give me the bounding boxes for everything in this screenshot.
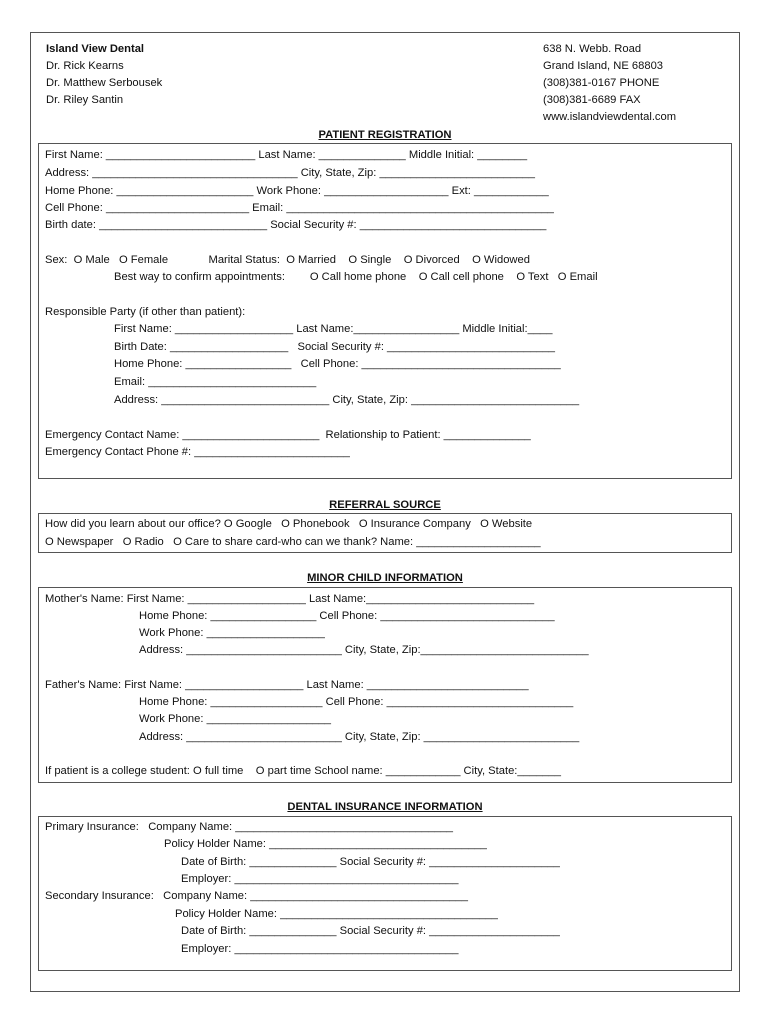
college-student-field[interactable]: If patient is a college student: O full time O part time School name: ____________ City, State:_______ xyxy=(45,765,561,777)
referral-heading: REFERRAL SOURCE xyxy=(329,499,441,511)
emergency-contact-field[interactable]: Emergency Contact Name: ______________________ Relationship to Patient: ______________ xyxy=(45,429,531,441)
practice-street: 638 N. Webb. Road xyxy=(543,43,642,55)
emergency-phone-field[interactable]: Emergency Contact Phone #: _________________________ xyxy=(45,446,350,458)
doctor-1: Dr. Rick Kearns xyxy=(46,60,124,72)
responsible-email-field[interactable]: Email: ___________________________ xyxy=(114,376,317,388)
father-phone-field[interactable]: Home Phone: __________________ Cell Phone: ______________________________ xyxy=(139,696,574,708)
patient-sex-marital-options[interactable]: Sex: O Male O Female Marital Status: O Married O Single O Divorced O Widowed xyxy=(45,254,530,266)
father-work-phone-field[interactable]: Work Phone: ____________________ xyxy=(139,713,332,725)
practice-phone: (308)381-0167 PHONE xyxy=(543,77,660,89)
father-name-field[interactable]: Father's Name: First Name: ___________________ Last Name: __________________________ xyxy=(45,679,529,691)
secondary-employer-field[interactable]: Employer: ____________________________________ xyxy=(181,943,459,955)
responsible-phone-field[interactable]: Home Phone: _________________ Cell Phone: ________________________________ xyxy=(114,358,561,370)
patient-cell-email-field[interactable]: Cell Phone: _______________________ Email: ___________________________________________ xyxy=(45,202,554,214)
mother-name-field[interactable]: Mother's Name: First Name: ___________________ Last Name:___________________________ xyxy=(45,593,535,605)
patient-address-field[interactable]: Address: _________________________________ City, State, Zip: _________________________ xyxy=(45,167,535,179)
mother-address-field[interactable]: Address: _________________________ City, State, Zip:___________________________ xyxy=(139,644,589,656)
secondary-dob-ssn-field[interactable]: Date of Birth: ______________ Social Security #: _____________________ xyxy=(181,925,560,937)
minor-child-heading: MINOR CHILD INFORMATION xyxy=(307,572,463,584)
patient-phone-field[interactable]: Home Phone: ______________________ Work Phone: ____________________ Ext: ____________ xyxy=(45,185,549,197)
patient-birth-ssn-field[interactable]: Birth date: ___________________________ Social Security #: ______________________________ xyxy=(45,219,547,231)
responsible-birth-ssn-field[interactable]: Birth Date: ___________________ Social Security #: ___________________________ xyxy=(114,341,556,353)
primary-holder-field[interactable]: Policy Holder Name: ___________________________________ xyxy=(164,838,487,850)
father-address-field[interactable]: Address: _________________________ City, State, Zip: _________________________ xyxy=(139,731,580,743)
secondary-company-field[interactable]: Secondary Insurance: Company Name: ___________________________________ xyxy=(45,890,468,902)
doctor-3: Dr. Riley Santin xyxy=(46,94,124,106)
primary-company-field[interactable]: Primary Insurance: Company Name: ___________________________________ xyxy=(45,821,454,833)
insurance-heading: DENTAL INSURANCE INFORMATION xyxy=(287,801,483,813)
primary-dob-ssn-field[interactable]: Date of Birth: ______________ Social Security #: _____________________ xyxy=(181,856,560,868)
patient-name-field[interactable]: First Name: ________________________ Last Name: ______________ Middle Initial: ________ xyxy=(45,149,528,161)
responsible-party-label: Responsible Party (if other than patient): xyxy=(45,306,246,318)
patient-registration-heading: PATIENT REGISTRATION xyxy=(318,129,452,141)
primary-employer-field[interactable]: Employer: ____________________________________ xyxy=(181,873,459,885)
responsible-address-field[interactable]: Address: ___________________________ City, State, Zip: ___________________________ xyxy=(114,394,580,406)
practice-city: Grand Island, NE 68803 xyxy=(543,60,664,72)
referral-options-line-2[interactable]: O Newspaper O Radio O Care to share card-who can we thank? Name: ____________________ xyxy=(45,536,541,548)
secondary-holder-field[interactable]: Policy Holder Name: ___________________________________ xyxy=(175,908,498,920)
referral-options-line-1[interactable]: How did you learn about our office? O Google O Phonebook O Insurance Company O Website xyxy=(45,518,533,530)
responsible-name-field[interactable]: First Name: ___________________ Last Name:_________________ Middle Initial:____ xyxy=(114,323,553,335)
doctor-2: Dr. Matthew Serbousek xyxy=(46,77,163,89)
practice-website: www.islandviewdental.com xyxy=(543,111,677,123)
confirm-appointment-options[interactable]: Best way to confirm appointments: O Call home phone O Call cell phone O Text O Email xyxy=(114,271,598,283)
practice-fax: (308)381-6689 FAX xyxy=(543,94,641,106)
mother-phone-field[interactable]: Home Phone: _________________ Cell Phone: ____________________________ xyxy=(139,610,555,622)
practice-name: Island View Dental xyxy=(46,43,145,55)
mother-work-phone-field[interactable]: Work Phone: ___________________ xyxy=(139,627,325,639)
